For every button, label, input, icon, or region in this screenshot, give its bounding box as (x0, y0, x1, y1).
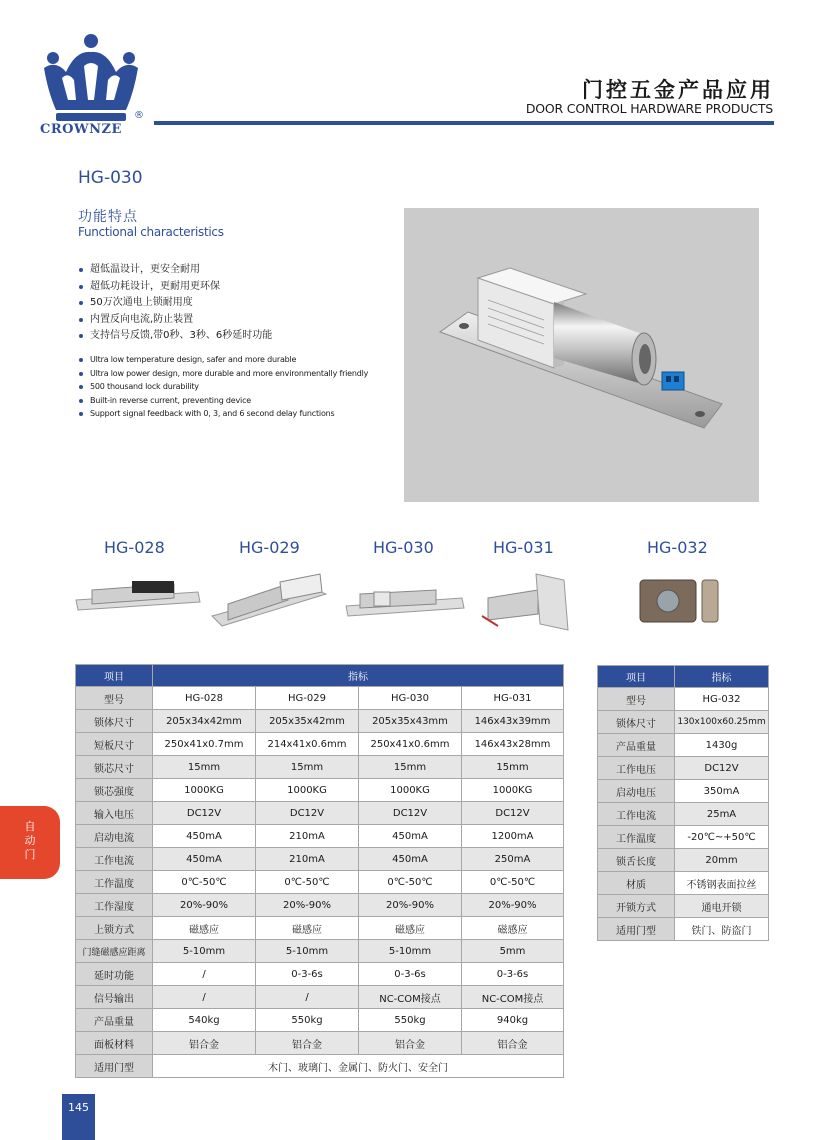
cell: 5mm (462, 940, 564, 963)
row-label: 锁体尺寸 (76, 710, 153, 733)
cell: 15mm (153, 756, 256, 779)
cell: 20%-90% (153, 894, 256, 917)
row-label: 适用门型 (76, 1055, 153, 1078)
cell: 146x43x28mm (462, 733, 564, 756)
row-label: 产品重量 (76, 1009, 153, 1032)
cell: 不锈钢表面拉丝 (675, 872, 769, 895)
table-row (76, 802, 564, 825)
product-label-hg-029: HG-029 (239, 538, 300, 557)
page-number: 145 (68, 1101, 89, 1114)
cell: 15mm (359, 756, 462, 779)
table-row (598, 826, 769, 849)
cell: 0-3-6s (256, 963, 359, 986)
table-row (76, 710, 564, 733)
table-row (76, 963, 564, 986)
cell: 木门、玻璃门、金属门、防火门、安全门 (153, 1055, 564, 1078)
cell: 20mm (675, 849, 769, 872)
table-row (76, 779, 564, 802)
cell: 磁感应 (359, 917, 462, 940)
row-label: 短板尺寸 (76, 733, 153, 756)
cell: 450mA (359, 825, 462, 848)
product-thumb-hg-028 (74, 576, 202, 616)
hero-product-image (404, 208, 759, 502)
feature-item-cn: 超低功耗设计，更耐用更环保 (78, 279, 272, 296)
cell: 铝合金 (256, 1032, 359, 1055)
cell: 铝合金 (462, 1032, 564, 1055)
cell: DC12V (153, 802, 256, 825)
cell: 210mA (256, 825, 359, 848)
feature-item-cn: 50万次通电上锁耐用度 (78, 295, 272, 312)
cell: 20%-90% (359, 894, 462, 917)
table-row (76, 1032, 564, 1055)
table-row (76, 756, 564, 779)
cell: 1000KG (462, 779, 564, 802)
product-thumb-hg-031 (478, 570, 574, 634)
cell: DC12V (359, 802, 462, 825)
cell: 铁门、防盗门 (675, 918, 769, 941)
table-row (598, 757, 769, 780)
features-heading-cn: 功能特点 (78, 209, 138, 225)
cell: 20%-90% (462, 894, 564, 917)
cell: 磁感应 (153, 917, 256, 940)
row-label: 锁芯尺寸 (76, 756, 153, 779)
features-heading-en: Functional characteristics (78, 225, 224, 239)
cell: 550kg (256, 1009, 359, 1032)
cell: HG-031 (462, 687, 564, 710)
cell: 15mm (256, 756, 359, 779)
product-thumb-hg-032 (638, 576, 722, 626)
cell: 25mA (675, 803, 769, 826)
cell: 250mA (462, 848, 564, 871)
table-row (76, 917, 564, 940)
cell: HG-030 (359, 687, 462, 710)
table-row (598, 780, 769, 803)
cell: 1430g (675, 734, 769, 757)
cell: / (153, 963, 256, 986)
row-label: 材质 (598, 872, 675, 895)
cell: 205x34x42mm (153, 710, 256, 733)
cell: 214x41x0.6mm (256, 733, 359, 756)
product-label-hg-031: HG-031 (493, 538, 554, 557)
product-label-hg-028: HG-028 (104, 538, 165, 557)
cell: 205x35x43mm (359, 710, 462, 733)
cell: 940kg (462, 1009, 564, 1032)
row-label: 工作温度 (598, 826, 675, 849)
table-row (598, 849, 769, 872)
table-row (598, 688, 769, 711)
feature-item-cn: 内置反向电流,防止装置 (78, 312, 272, 329)
cell: 450mA (359, 848, 462, 871)
row-label: 工作温度 (76, 871, 153, 894)
table-row (76, 871, 564, 894)
cell: 5-10mm (256, 940, 359, 963)
cell: 350mA (675, 780, 769, 803)
product-label-hg-032: HG-032 (647, 538, 708, 557)
registered-mark: ® (134, 110, 144, 121)
cell: 550kg (359, 1009, 462, 1032)
header-spec: 指标 (675, 666, 769, 688)
feature-item-cn: 超低温设计，更安全耐用 (78, 262, 272, 279)
cell: HG-029 (256, 687, 359, 710)
cell: HG-032 (675, 688, 769, 711)
row-label: 型号 (598, 688, 675, 711)
cell: 540kg (153, 1009, 256, 1032)
brand-name: CROWNZE (40, 122, 122, 137)
cell: 250x41x0.7mm (153, 733, 256, 756)
cell: 铝合金 (153, 1032, 256, 1055)
cell: 0℃-50℃ (153, 871, 256, 894)
table-row (76, 687, 564, 710)
product-thumb-hg-030 (344, 582, 466, 618)
cell: 1200mA (462, 825, 564, 848)
row-label: 型号 (76, 687, 153, 710)
cell: 20%-90% (256, 894, 359, 917)
row-label: 工作电压 (598, 757, 675, 780)
row-label: 面板材料 (76, 1032, 153, 1055)
cell: 210mA (256, 848, 359, 871)
row-label: 启动电压 (598, 780, 675, 803)
row-label: 产品重量 (598, 734, 675, 757)
cell: 0℃-50℃ (359, 871, 462, 894)
cell: 磁感应 (256, 917, 359, 940)
table-row (76, 825, 564, 848)
features-list-en (78, 353, 368, 421)
cell: 0℃-50℃ (256, 871, 359, 894)
cell: NC-COM接点 (359, 986, 462, 1009)
header-item: 项目 (76, 665, 153, 687)
table-row (76, 733, 564, 756)
cell: 146x43x39mm (462, 710, 564, 733)
cell: 1000KG (256, 779, 359, 802)
cell: NC-COM接点 (462, 986, 564, 1009)
row-label: 锁舌长度 (598, 849, 675, 872)
cell: / (256, 986, 359, 1009)
model-title: HG-030 (78, 168, 143, 188)
cell: DC12V (256, 802, 359, 825)
cell: 0-3-6s (359, 963, 462, 986)
feature-item-en: Ultra low temperature design, safer and more durable (78, 353, 368, 367)
row-label: 工作电流 (598, 803, 675, 826)
table-row (76, 1055, 564, 1078)
feature-item-cn: 支持信号反馈,带0秒、3秒、6秒延时功能 (78, 328, 272, 345)
row-label: 锁芯强度 (76, 779, 153, 802)
header-divider (154, 121, 774, 125)
feature-item-en: Ultra low power design, more durable and more environmentally friendly (78, 367, 368, 381)
table-row (598, 803, 769, 826)
row-label: 工作湿度 (76, 894, 153, 917)
section-side-tab-label: 自动门 (24, 820, 36, 861)
cell: 250x41x0.6mm (359, 733, 462, 756)
cell: DC12V (462, 802, 564, 825)
row-label: 锁体尺寸 (598, 711, 675, 734)
cell: / (153, 986, 256, 1009)
header-spec: 指标 (153, 665, 564, 687)
table-row (76, 1009, 564, 1032)
row-label: 门缝磁感应距离 (76, 940, 153, 963)
cell: 450mA (153, 848, 256, 871)
row-label: 启动电流 (76, 825, 153, 848)
row-label: 开锁方式 (598, 895, 675, 918)
spec-table-main (75, 664, 564, 1078)
cell: 0-3-6s (462, 963, 564, 986)
product-label-hg-030: HG-030 (373, 538, 434, 557)
feature-item-en: 500 thousand lock durability (78, 380, 368, 394)
cell: 130x100x60.25mm (675, 711, 769, 734)
table-row (598, 872, 769, 895)
table-row (76, 894, 564, 917)
table-row (598, 734, 769, 757)
cell: 5-10mm (153, 940, 256, 963)
table-row (76, 940, 564, 963)
table-row (76, 848, 564, 871)
row-label: 工作电流 (76, 848, 153, 871)
cell: 1000KG (359, 779, 462, 802)
cell: DC12V (675, 757, 769, 780)
table-row (598, 918, 769, 941)
table-row (598, 895, 769, 918)
header-title-cn: 门控五金产品应用 (582, 77, 774, 102)
product-thumb-hg-029 (208, 570, 330, 630)
cell: 铝合金 (359, 1032, 462, 1055)
row-label: 输入电压 (76, 802, 153, 825)
electric-bolt-lock-illustration (404, 208, 759, 502)
cell: HG-028 (153, 687, 256, 710)
header-title-en: DOOR CONTROL HARDWARE PRODUCTS (525, 101, 773, 116)
cell: 0℃-50℃ (462, 871, 564, 894)
cell: 5-10mm (359, 940, 462, 963)
row-label: 上锁方式 (76, 917, 153, 940)
row-label: 信号输出 (76, 986, 153, 1009)
row-label: 适用门型 (598, 918, 675, 941)
cell: 1000KG (153, 779, 256, 802)
cell: 磁感应 (462, 917, 564, 940)
cell: 450mA (153, 825, 256, 848)
cell: 205x35x42mm (256, 710, 359, 733)
feature-item-en: Built-in reverse current, preventing device (78, 394, 368, 408)
row-label: 延时功能 (76, 963, 153, 986)
cell: -20℃~+50℃ (675, 826, 769, 849)
table-row (598, 711, 769, 734)
cell: 通电开锁 (675, 895, 769, 918)
cell: 15mm (462, 756, 564, 779)
spec-table-hg-032 (597, 665, 769, 941)
features-list-cn (78, 262, 272, 345)
table-row (76, 986, 564, 1009)
feature-item-en: Support signal feedback with 0, 3, and 6 second delay functions (78, 407, 368, 421)
header-item: 项目 (598, 666, 675, 688)
